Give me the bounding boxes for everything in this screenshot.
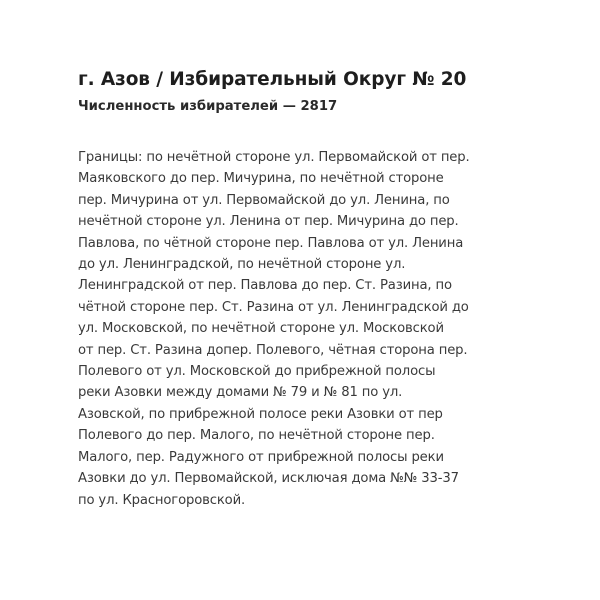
- boundaries-line: Полевого от ул. Московской до прибрежной полосы: [78, 364, 436, 380]
- boundaries-line: Полевого до пер. Малого, по нечётной стороне пер.: [78, 428, 435, 444]
- boundaries-line: реки Азовки между домами № 79 и № 81 по ул.: [78, 385, 403, 401]
- boundaries-line: Азовки до ул. Первомайской, исключая дома №№ 33-37: [78, 471, 459, 487]
- boundaries-line: до ул. Ленинградской, по нечётной стороне ул.: [78, 257, 406, 273]
- boundaries-line: чётной стороне пер. Ст. Разина от ул. Ленинградской до: [78, 299, 469, 315]
- boundaries-line: по ул. Красногоровской.: [78, 492, 246, 508]
- voter-count: Численность избирателей — 2817: [78, 99, 338, 114]
- boundaries-line: нечётной стороне ул. Ленина от пер. Мичурина до пер.: [78, 214, 459, 230]
- boundaries-line: Маяковского до пер. Мичурина, по нечётной стороне: [78, 171, 444, 187]
- boundaries-line: ул. Московской, по нечётной стороне ул. Московской: [78, 321, 444, 337]
- boundaries-line: Ленинградской от пер. Павлова до пер. Ст. Разина, по: [78, 278, 452, 294]
- boundaries-line: пер. Мичурина от ул. Первомайской до ул. Ленина, по: [78, 192, 450, 208]
- boundaries-line: Границы: по нечётной стороне ул. Первомайской от пер.: [78, 150, 470, 165]
- boundaries-line: Малого, пер. Радужного от прибрежной полосы реки: [78, 449, 444, 465]
- boundaries-line: Павлова, по чётной стороне пер. Павлова от ул. Ленина: [78, 235, 464, 251]
- boundaries-line: от пер. Ст. Разина допер. Полевого, чётная сторона пер.: [78, 342, 468, 358]
- district-boundaries: [78, 147, 528, 511]
- district-title: г. Азов / Избирательный Округ № 20: [78, 69, 467, 90]
- district-info: [78, 66, 528, 511]
- boundaries-line: Азовской, по прибрежной полосе реки Азовки от пер: [78, 406, 443, 422]
